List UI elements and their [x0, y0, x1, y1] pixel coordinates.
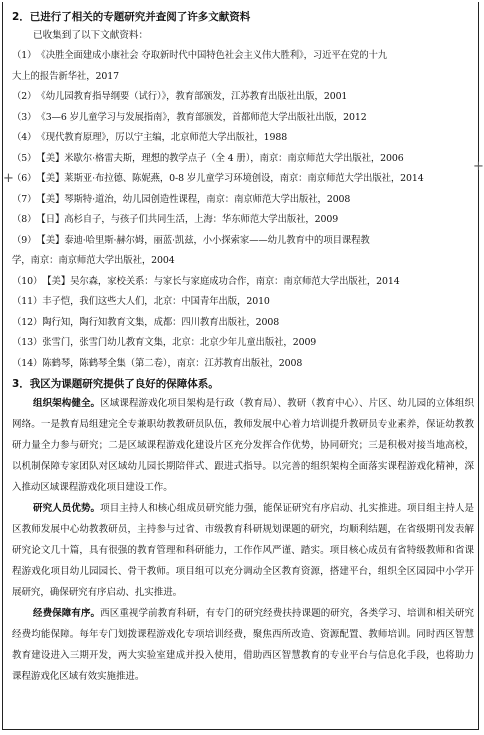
section3-paragraph [12, 498, 474, 603]
reference-text: 【美】琴斯特·道治，幼儿园创造性课程，南京：南京师范大学出版社，2008 [36, 193, 351, 205]
paragraph-text: 西区重视学前教育科研，有专门的研究经费扶持课题的研究，各类学习、培训和相关研究经费均能保障。每年专门划拨课程游戏化专项培训经费，聚焦西所改造、资源配置、教师培训。同时西区智慧教育建设进入三期开发，两大实验室建成并投入使用，借助西区智慧教育的专业平台与信息化手段，也将助力课程游戏化区域有效实施推进。 [12, 608, 474, 682]
section3-paragraphs [12, 393, 474, 687]
reference-number: （6） [12, 173, 37, 184]
reference-number: （11） [12, 296, 43, 307]
reference-number: （13） [12, 337, 43, 348]
reference-number: （2） [12, 91, 37, 102]
reference-text: 《现代教育原理》，厉以宁主编，北京师范大学出版社，1988 [36, 132, 288, 143]
reference-number: （5） [12, 152, 37, 164]
reference-text: 张雪门，张雪门幼儿教育文集，北京：北京少年儿童出版社，2009 [42, 337, 317, 348]
document-page [2, 2, 484, 730]
reference-text: 【日】高杉自子，与孩子们共同生活，上海：华东师范大学出版社，2009 [36, 214, 339, 225]
reference-number: （12） [12, 316, 43, 328]
reference-item [12, 292, 474, 313]
crosshair-mark-icon: + [3, 171, 14, 186]
reference-number: （8） [12, 214, 37, 225]
reference-item [12, 46, 474, 67]
section2-intro: 已收集到了以下文献资料： [33, 30, 149, 41]
reference-text: 【美】泰迪·哈里斯·赫尔姆，丽蓝·凯兹，小小探索家——幼儿教育中的项目课程教 [36, 234, 370, 246]
reference-item [12, 190, 474, 211]
paragraph-lead: 经费保障有序。 [33, 608, 101, 619]
reference-number: （9） [12, 234, 37, 246]
reference-text: 陈鹤琴，陈鹤琴全集（第二卷），南京：江苏教育出版社，2008 [42, 357, 303, 369]
document-body [12, 8, 474, 687]
reference-item [12, 87, 474, 108]
reference-item [12, 313, 474, 334]
reference-item [12, 333, 474, 354]
reference-text: 《幼儿园教育指导纲要（试行）》，教育部颁发，江苏教育出版社出版，2001 [36, 91, 348, 102]
reference-item [12, 354, 474, 375]
reference-text: 【美】米歇尔·格雷夫斯，理想的教学点子（全 4 册），南京：南京师范大学出版社，2006 [36, 152, 404, 164]
reference-number: （14） [12, 357, 43, 369]
reference-number: （4） [12, 132, 37, 143]
reference-item [12, 149, 474, 170]
reference-number: （3） [12, 111, 37, 123]
reference-text: 【美】吴尔森，家校关系：与家长与家庭成功合作，南京：南京师范大学出版社，2014 [42, 275, 400, 287]
paragraph-lead: 组织架构健全。 [33, 398, 101, 409]
reference-number: （1） [12, 50, 37, 61]
reference-item [12, 231, 474, 252]
reference-text: 《决胜全面建成小康社会 夺取新时代中国特色社会主义伟大胜利》，习近平在党的十九 [36, 50, 388, 61]
reference-list [12, 46, 474, 374]
section3-heading: 3．我区为课题研究提供了良好的保障体系。 [12, 378, 219, 390]
reference-item [12, 210, 474, 231]
reference-number: （10） [12, 275, 43, 287]
section3-paragraph [12, 603, 474, 687]
reference-text: 陶行知，陶行知教育文集，成都：四川教育出版社，2008 [42, 316, 280, 328]
reference-number: （7） [12, 193, 37, 205]
reference-text: 【美】莱斯亚·布拉德、陈妮燕，0-8 岁儿童学习环境创设，南京：南京师范大学出版社，2014 [36, 173, 424, 184]
paragraph-lead: 研究人员优势。 [33, 503, 101, 514]
reference-text-continued: 学，南京：南京师范大学出版社，2004 [12, 255, 175, 266]
paragraph-text: 区域课程游戏化项目架构是行政（教育局）、教研（教育中心）、片区、幼儿园的立体组织网络。一是教育局组建完全专兼职幼教教研员队伍，教师发展中心着力培训提升教研员专业素养，保证幼教教研力量全力参与研究；二是区域课程游戏化建设片区充分发挥合作优势，协同研究；三是积极对接当地高校，以机制保障专家团队对区域幼儿园长期陪伴式、跟进式指导。以完善的组织架构全面落实课程游戏化精神，深入推动区域课程游戏化项目建设工作。 [12, 398, 474, 493]
reference-item [12, 169, 474, 190]
section3-paragraph [12, 393, 474, 498]
reference-item [12, 272, 474, 293]
reference-text-continued: 大上的报告新华社，2017 [12, 70, 119, 82]
reference-text: 丰子恺，我们这些大人们，北京：中国青年出版，2010 [42, 296, 270, 307]
paragraph-text: 项目主持人和核心组成员研究能力强，能保证研究有序启动、扎实推进。项目组主持人是区教师发展中心幼教教研员，主持参与过省、市级教育科研规划课题的研究，均顺利结题，在省级期刊发表解研究论文几十篇，具有很强的教育管理和科研能力，工作作风严谨、踏实。项目核心成员有省特级教师和省课程游戏化项目幼儿园园长、骨干教师。项目组可以充分调动全区教育资源，搭建平台，组织全区园园中小学开展研究，确保研究有序启动、扎实推进。 [12, 503, 474, 598]
crosshair-mark-icon: + [473, 159, 484, 174]
reference-item [12, 128, 474, 149]
section2-heading: 2．已进行了相关的专题研究并查阅了许多文献资料 [12, 11, 251, 23]
reference-text: 《3—6 岁儿童学习与发展指南》，教育部颁发，首都师范大学出版社出版，2012 [36, 111, 367, 123]
reference-item [12, 108, 474, 129]
